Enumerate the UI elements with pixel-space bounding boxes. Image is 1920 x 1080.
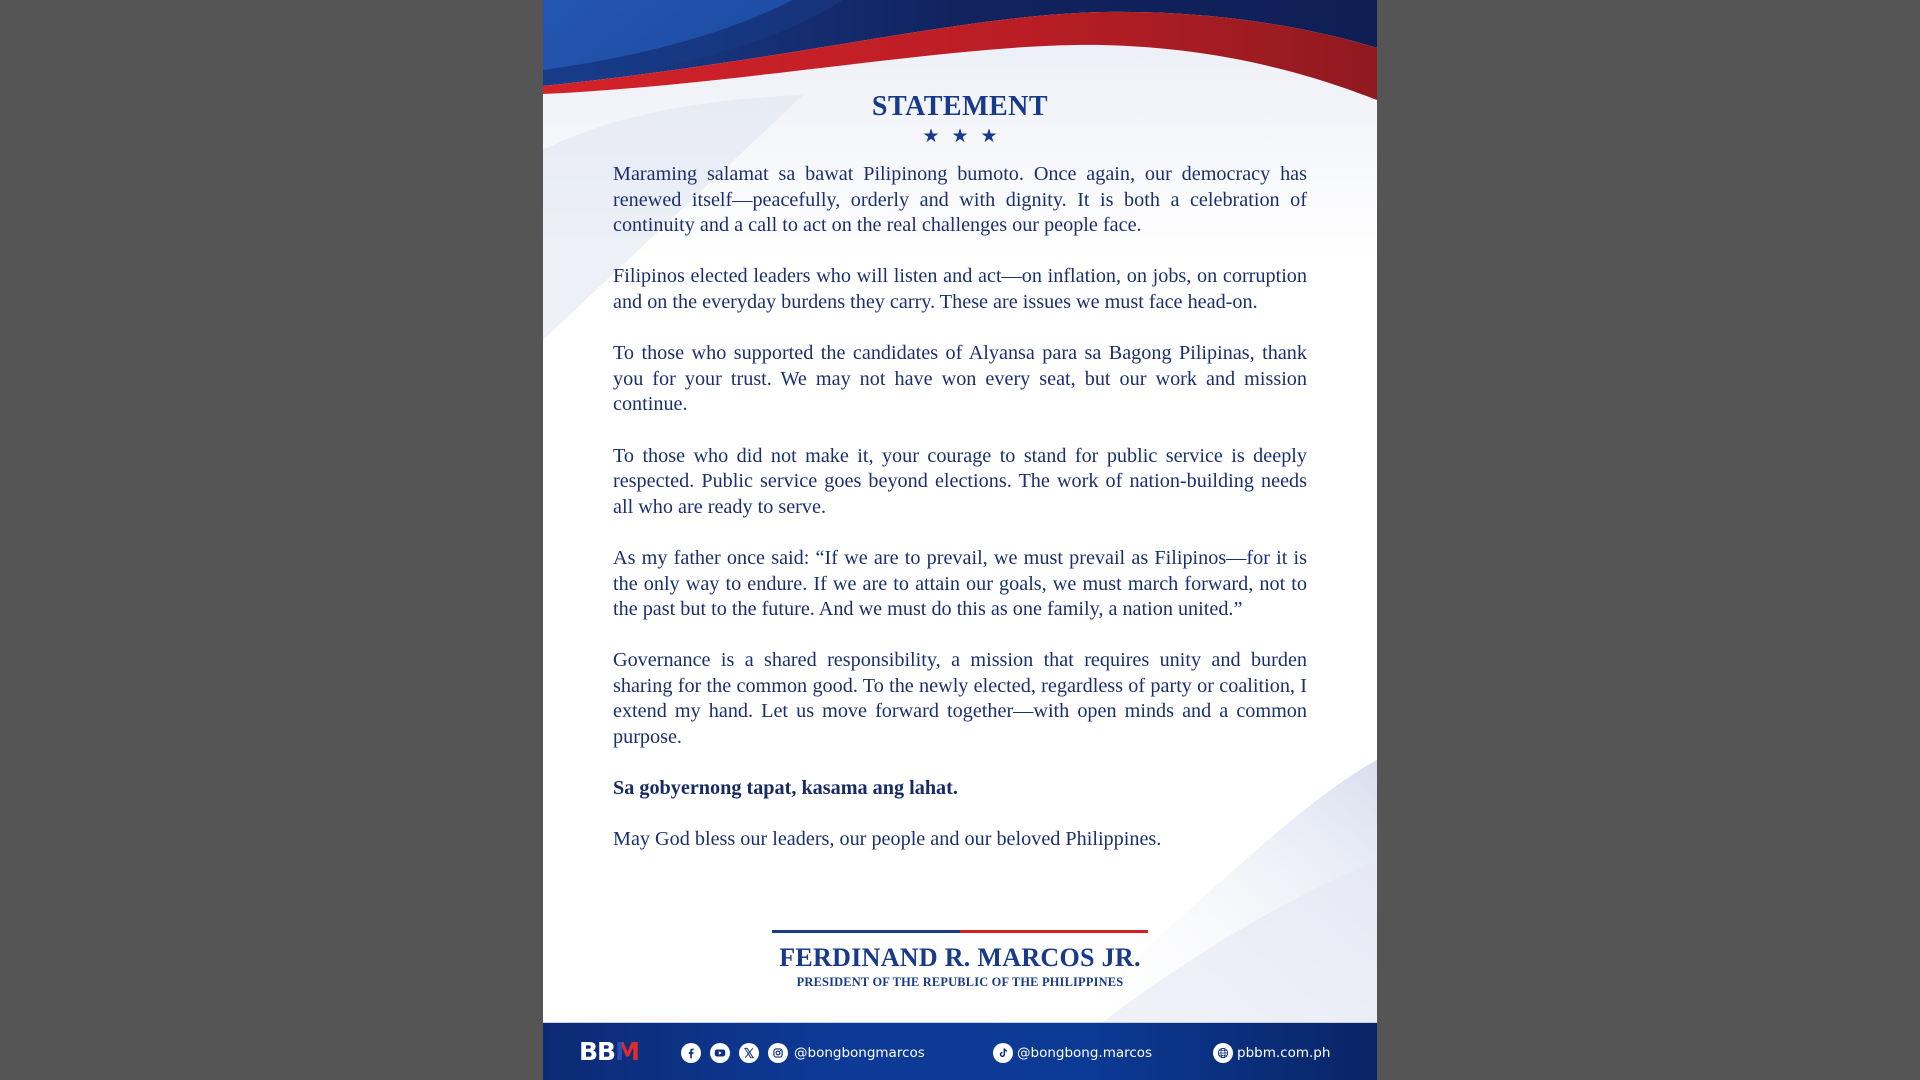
bbm-logo — [579, 1039, 639, 1065]
social-handle-main[interactable]: @bongbongmarcos — [794, 1045, 925, 1061]
statement-title: STATEMENT — [871, 91, 1049, 122]
paragraph: Maraming salamat sa bawat Pilipinong bumoto. Once again, our democracy has renewed itself—peacefully, orderly and with dignity. It is both a celebration of continuity and a call to act on the real challenges our people face. — [613, 163, 1307, 237]
paragraph: Filipinos elected leaders who will listen and act—on inflation, on jobs, on corruption and on the everyday burdens they carry. These are issues we must face head-on. — [613, 265, 1307, 313]
facebook-icon[interactable] — [681, 1043, 701, 1063]
closing-blessing: May God bless our leaders, our people and our beloved Philippines. — [613, 828, 1162, 851]
social-group-website — [1213, 1042, 1330, 1064]
signatory-title: PRESIDENT OF THE REPUBLIC OF THE PHILIPPINES — [796, 975, 1124, 989]
statement-body — [613, 162, 1307, 879]
x-icon[interactable] — [739, 1043, 759, 1063]
globe-icon[interactable] — [1213, 1043, 1233, 1063]
paragraph: As my father once said: “If we are to prevail, we must prevail as Filipinos—for it is the only way to endure. If we are to attain our goals, we must march forward, not to the past but to the future. And we must do this as one family, a nation united.” — [613, 546, 1307, 621]
logo-bb: BB — [579, 1037, 616, 1066]
website-link[interactable]: pbbm.com.ph — [1237, 1045, 1331, 1061]
signature-divider — [772, 930, 1148, 933]
footer-bar — [543, 1022, 1377, 1080]
closing-slogan: Sa gobyernong tapat, kasama ang lahat. — [613, 777, 958, 800]
tiktok-handle[interactable]: @bongbong.marcos — [1017, 1045, 1153, 1061]
instagram-icon[interactable] — [768, 1043, 788, 1063]
social-group-tiktok — [993, 1042, 1152, 1064]
paragraph: To those who supported the candidates of Alyansa para sa Bagong Pilipinas, thank you for your trust. We may not have won every seat, but our work and mission continue. — [613, 342, 1307, 416]
stars-divider-icon: ★★★ — [922, 126, 1010, 147]
signatory-name: FERDINAND R. MARCOS JR. — [779, 943, 1141, 972]
paragraph: Governance is a shared responsibility, a mission that requires unity and burden sharing for the common good. To the newly elected, regardless of party or coalition, I extend my hand. Let us move forward together—with open minds and a common purpose. — [613, 649, 1307, 749]
logo-m: M — [615, 1037, 640, 1066]
tiktok-icon[interactable] — [993, 1043, 1013, 1063]
youtube-icon[interactable] — [710, 1043, 730, 1063]
statement-document — [543, 0, 1377, 1080]
paragraph: To those who did not make it, your courage to stand for public service is deeply respected. Public service goes beyond elections. The work of nation-building needs all who are ready to serve. — [613, 444, 1307, 518]
social-group-main — [681, 1042, 925, 1064]
